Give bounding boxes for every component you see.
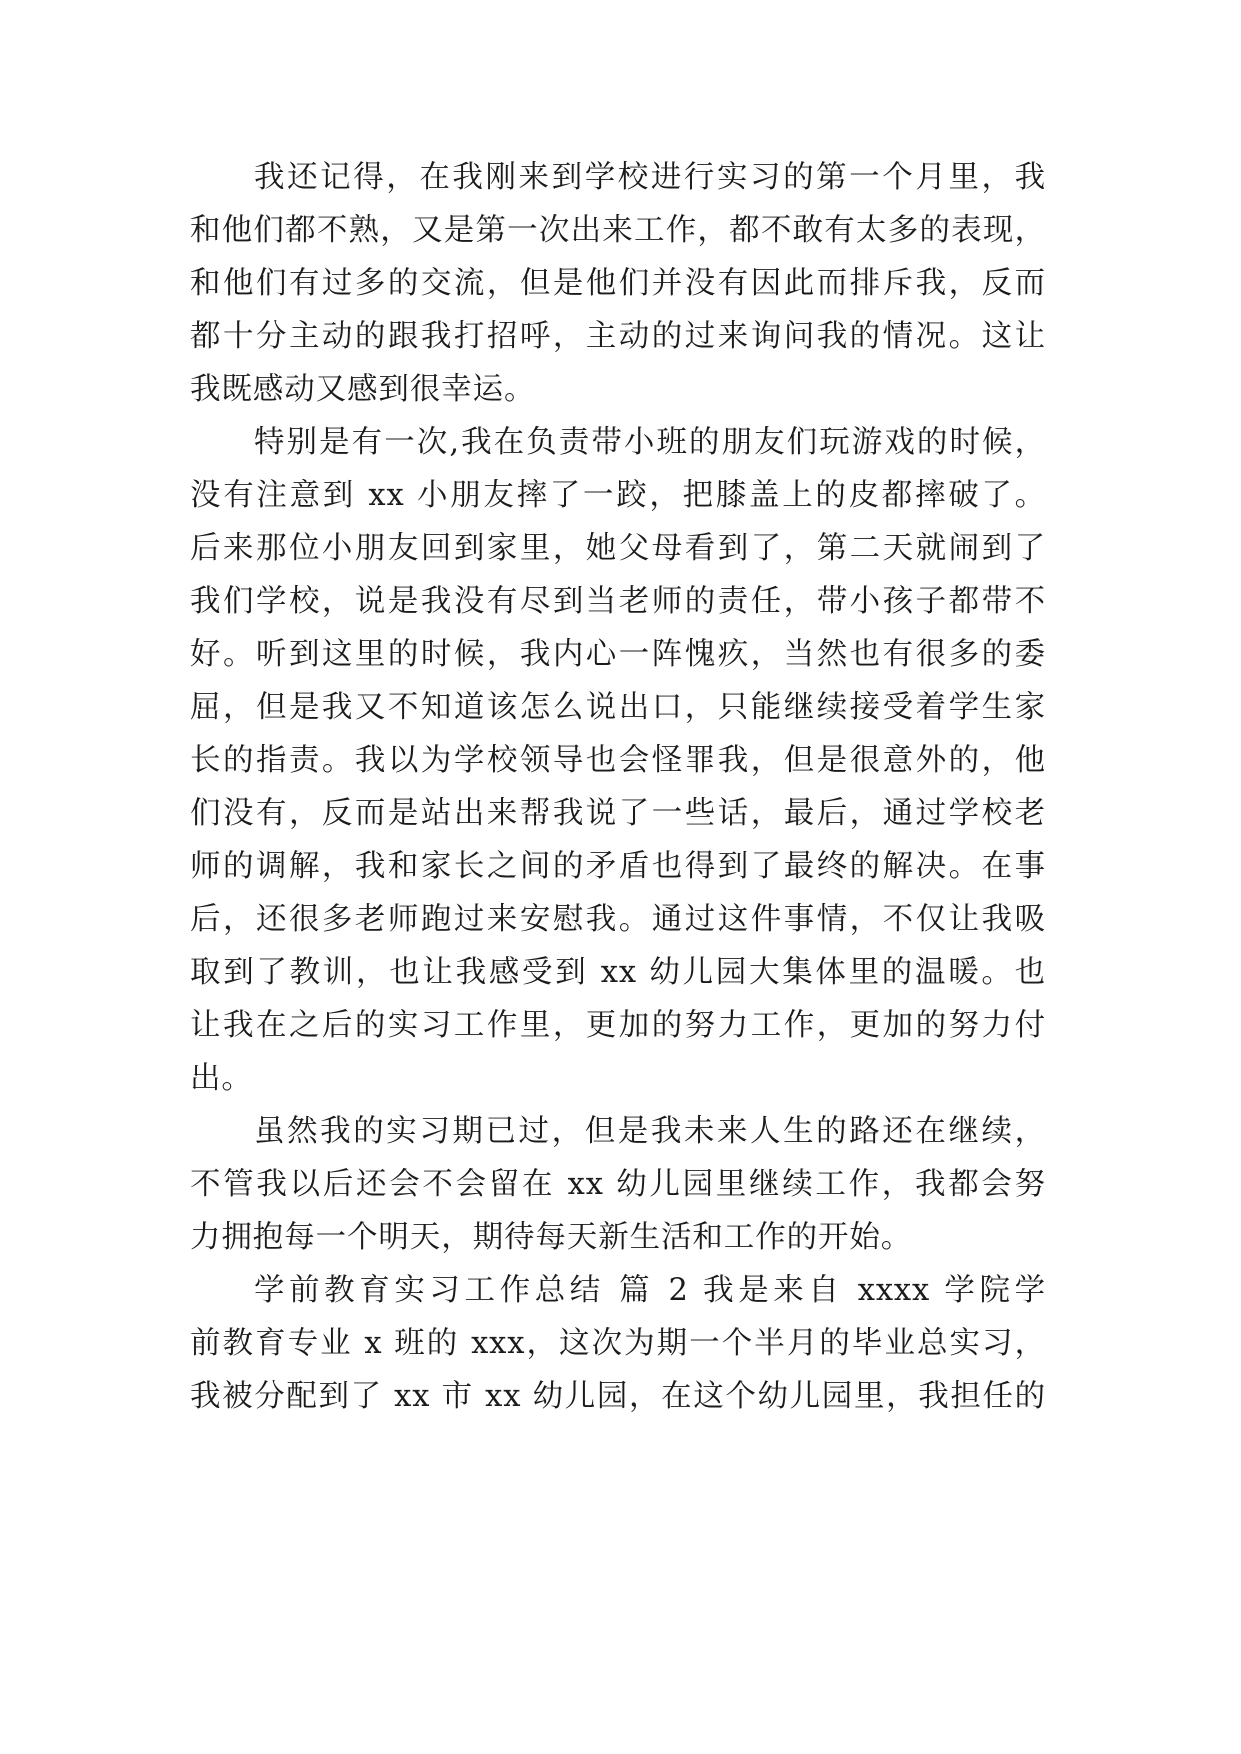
paragraph-3-line-1: 虽然我的实习期已过，但是我未来人生的路还在继续， [254,1114,1046,1149]
paragraph-4-line-3: 我被分配到了 xx 市 xx 幼儿园，在这个幼儿园里，我担任的 [190,1379,1046,1414]
paragraph-4-line-1: 学前教育实习工作总结 篇 2 我是来自 xxxx 学院学 [254,1273,1046,1308]
paragraph-2-line-9: 师的调解，我和家长之间的矛盾也得到了最终的解决。在事 [190,849,1046,884]
paragraph-2-line-11: 取到了教训，也让我感受到 xx 幼儿园大集体里的温暖。也 [190,955,1046,990]
paragraph-1-line-2: 和他们都不熟，又是第一次出来工作，都不敢有太多的表现， [190,213,1046,248]
paragraph-3-line-3: 力拥抱每一个明天，期待每天新生活和工作的开始。 [190,1220,913,1255]
paragraph-3-line-2: 不管我以后还会不会留在 xx 幼儿园里继续工作，我都会努 [190,1167,1046,1202]
paragraph-2-line-8: 们没有，反而是站出来帮我说了一些话，最后，通过学校老 [190,796,1046,831]
paragraph-1-line-4: 都十分主动的跟我打招呼，主动的过来询问我的情况。这让 [190,319,1046,354]
paragraph-2-line-13: 出。 [190,1061,253,1096]
paragraph-2-line-4: 我们学校，说是我没有尽到当老师的责任，带小孩子都带不 [190,584,1046,619]
paragraph-1-line-1: 我还记得，在我刚来到学校进行实习的第一个月里，我 [254,160,1046,195]
paragraph-2-line-7: 长的指责。我以为学校领导也会怪罪我，但是很意外的，他 [190,743,1046,778]
paragraph-2-line-12: 让我在之后的实习工作里，更加的努力工作，更加的努力付 [190,1008,1046,1043]
paragraph-2-line-6: 屈，但是我又不知道该怎么说出口，只能继续接受着学生家 [190,690,1046,725]
paragraph-1-line-3: 和他们有过多的交流，但是他们并没有因此而排斥我，反而 [190,266,1046,301]
paragraph-4-line-2: 前教育专业 x 班的 xxx，这次为期一个半月的毕业总实习， [190,1326,1046,1361]
paragraph-2-line-3: 后来那位小朋友回到家里，她父母看到了，第二天就闹到了 [190,531,1046,566]
paragraph-2-line-10: 后，还很多老师跑过来安慰我。通过这件事情，不仅让我吸 [190,902,1046,937]
paragraph-2-line-5: 好。听到这里的时候，我内心一阵愧疚，当然也有很多的委 [190,637,1046,672]
paragraph-1-line-5: 我既感动又感到很幸运。 [190,372,536,407]
paragraph-2-line-1: 特别是有一次,我在负责带小班的朋友们玩游戏的时候， [254,425,1046,460]
paragraph-2-line-2: 没有注意到 xx 小朋友摔了一跤，把膝盖上的皮都摔破了。 [190,478,1046,513]
